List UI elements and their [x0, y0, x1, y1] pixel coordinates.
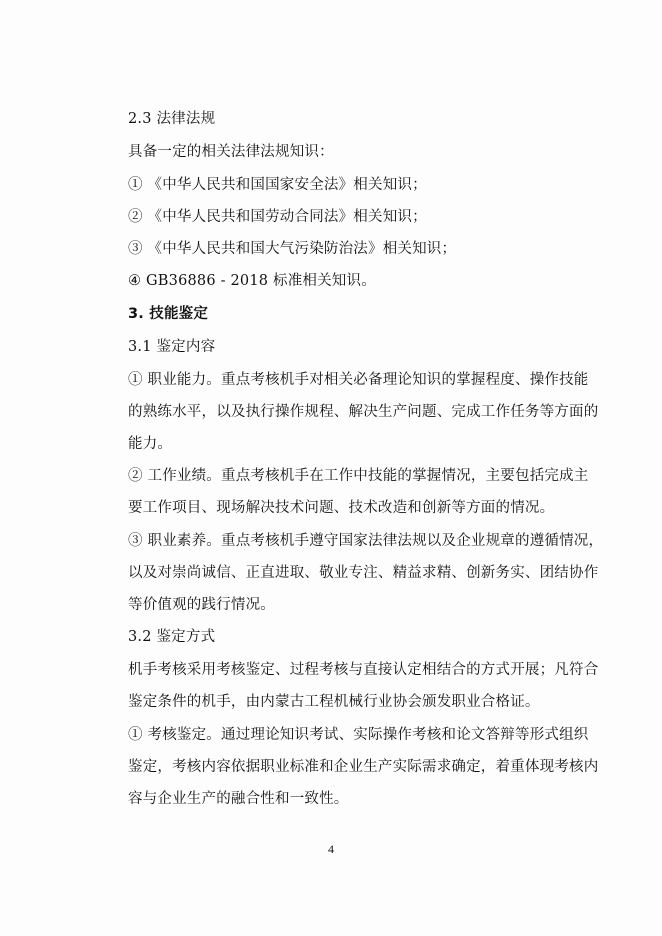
item-3-line-3: 等价值观的践行情况。	[128, 597, 275, 613]
item-2-line-2: 要工作项目、现场解决技术问题、技术改造和创新等方面的情况。	[128, 500, 555, 516]
method-1-line-3: 容与企业生产的融合性和一致性。	[128, 791, 349, 807]
item-3-line-2: 以及对崇尚诚信、正直进取、敬业专注、精益求精、创新务实、团结协作	[128, 565, 599, 581]
section-3-2-heading: 3.2 鉴定方式	[128, 629, 216, 645]
section-2-3-heading: 2.3 法律法规	[128, 111, 216, 127]
section-3-heading: 3. 技能鉴定	[128, 306, 209, 322]
item-3-line-1: ③ 职业素养。重点考核机手遵守国家法律法规以及企业规章的遵循情况，	[128, 533, 604, 549]
method-intro-line-2: 鉴定条件的机手，由内蒙古工程机械行业协会颁发职业合格证。	[128, 694, 540, 710]
item-1-line-1: ① 职业能力。重点考核机手对相关必备理论知识的掌握程度、操作技能	[128, 372, 589, 388]
item-1-line-2: 的熟练水平，以及执行操作规程、解决生产问题、完成工作任务等方面的	[128, 404, 599, 420]
section-2-3-intro: 具备一定的相关法律法规知识：	[128, 144, 334, 160]
section-3-1-heading: 3.1 鉴定内容	[128, 339, 216, 355]
method-1-line-2: 鉴定，考核内容依据职业标准和企业生产实际需求确定，着重体现考核内	[128, 759, 599, 775]
law-item-4: ④ GB36886 - 2018 标准相关知识。	[128, 273, 376, 289]
item-1-line-3: 能力。	[128, 436, 173, 452]
method-1-line-1: ① 考核鉴定。通过理论知识考试、实际操作考核和论文答辩等形式组织	[128, 727, 589, 743]
law-item-2: ② 《中华人民共和国劳动合同法》相关知识；	[128, 209, 427, 225]
law-item-1: ① 《中华人民共和国国家安全法》相关知识；	[128, 177, 427, 193]
law-item-3: ③ 《中华人民共和国大气污染防治法》相关知识；	[128, 241, 457, 257]
method-intro-line-1: 机手考核采用考核鉴定、过程考核与直接认定相结合的方式开展；凡符合	[128, 662, 599, 678]
item-2-line-1: ② 工作业绩。重点考核机手在工作中技能的掌握情况，主要包括完成主	[128, 468, 589, 484]
page-number: 4	[328, 842, 334, 856]
